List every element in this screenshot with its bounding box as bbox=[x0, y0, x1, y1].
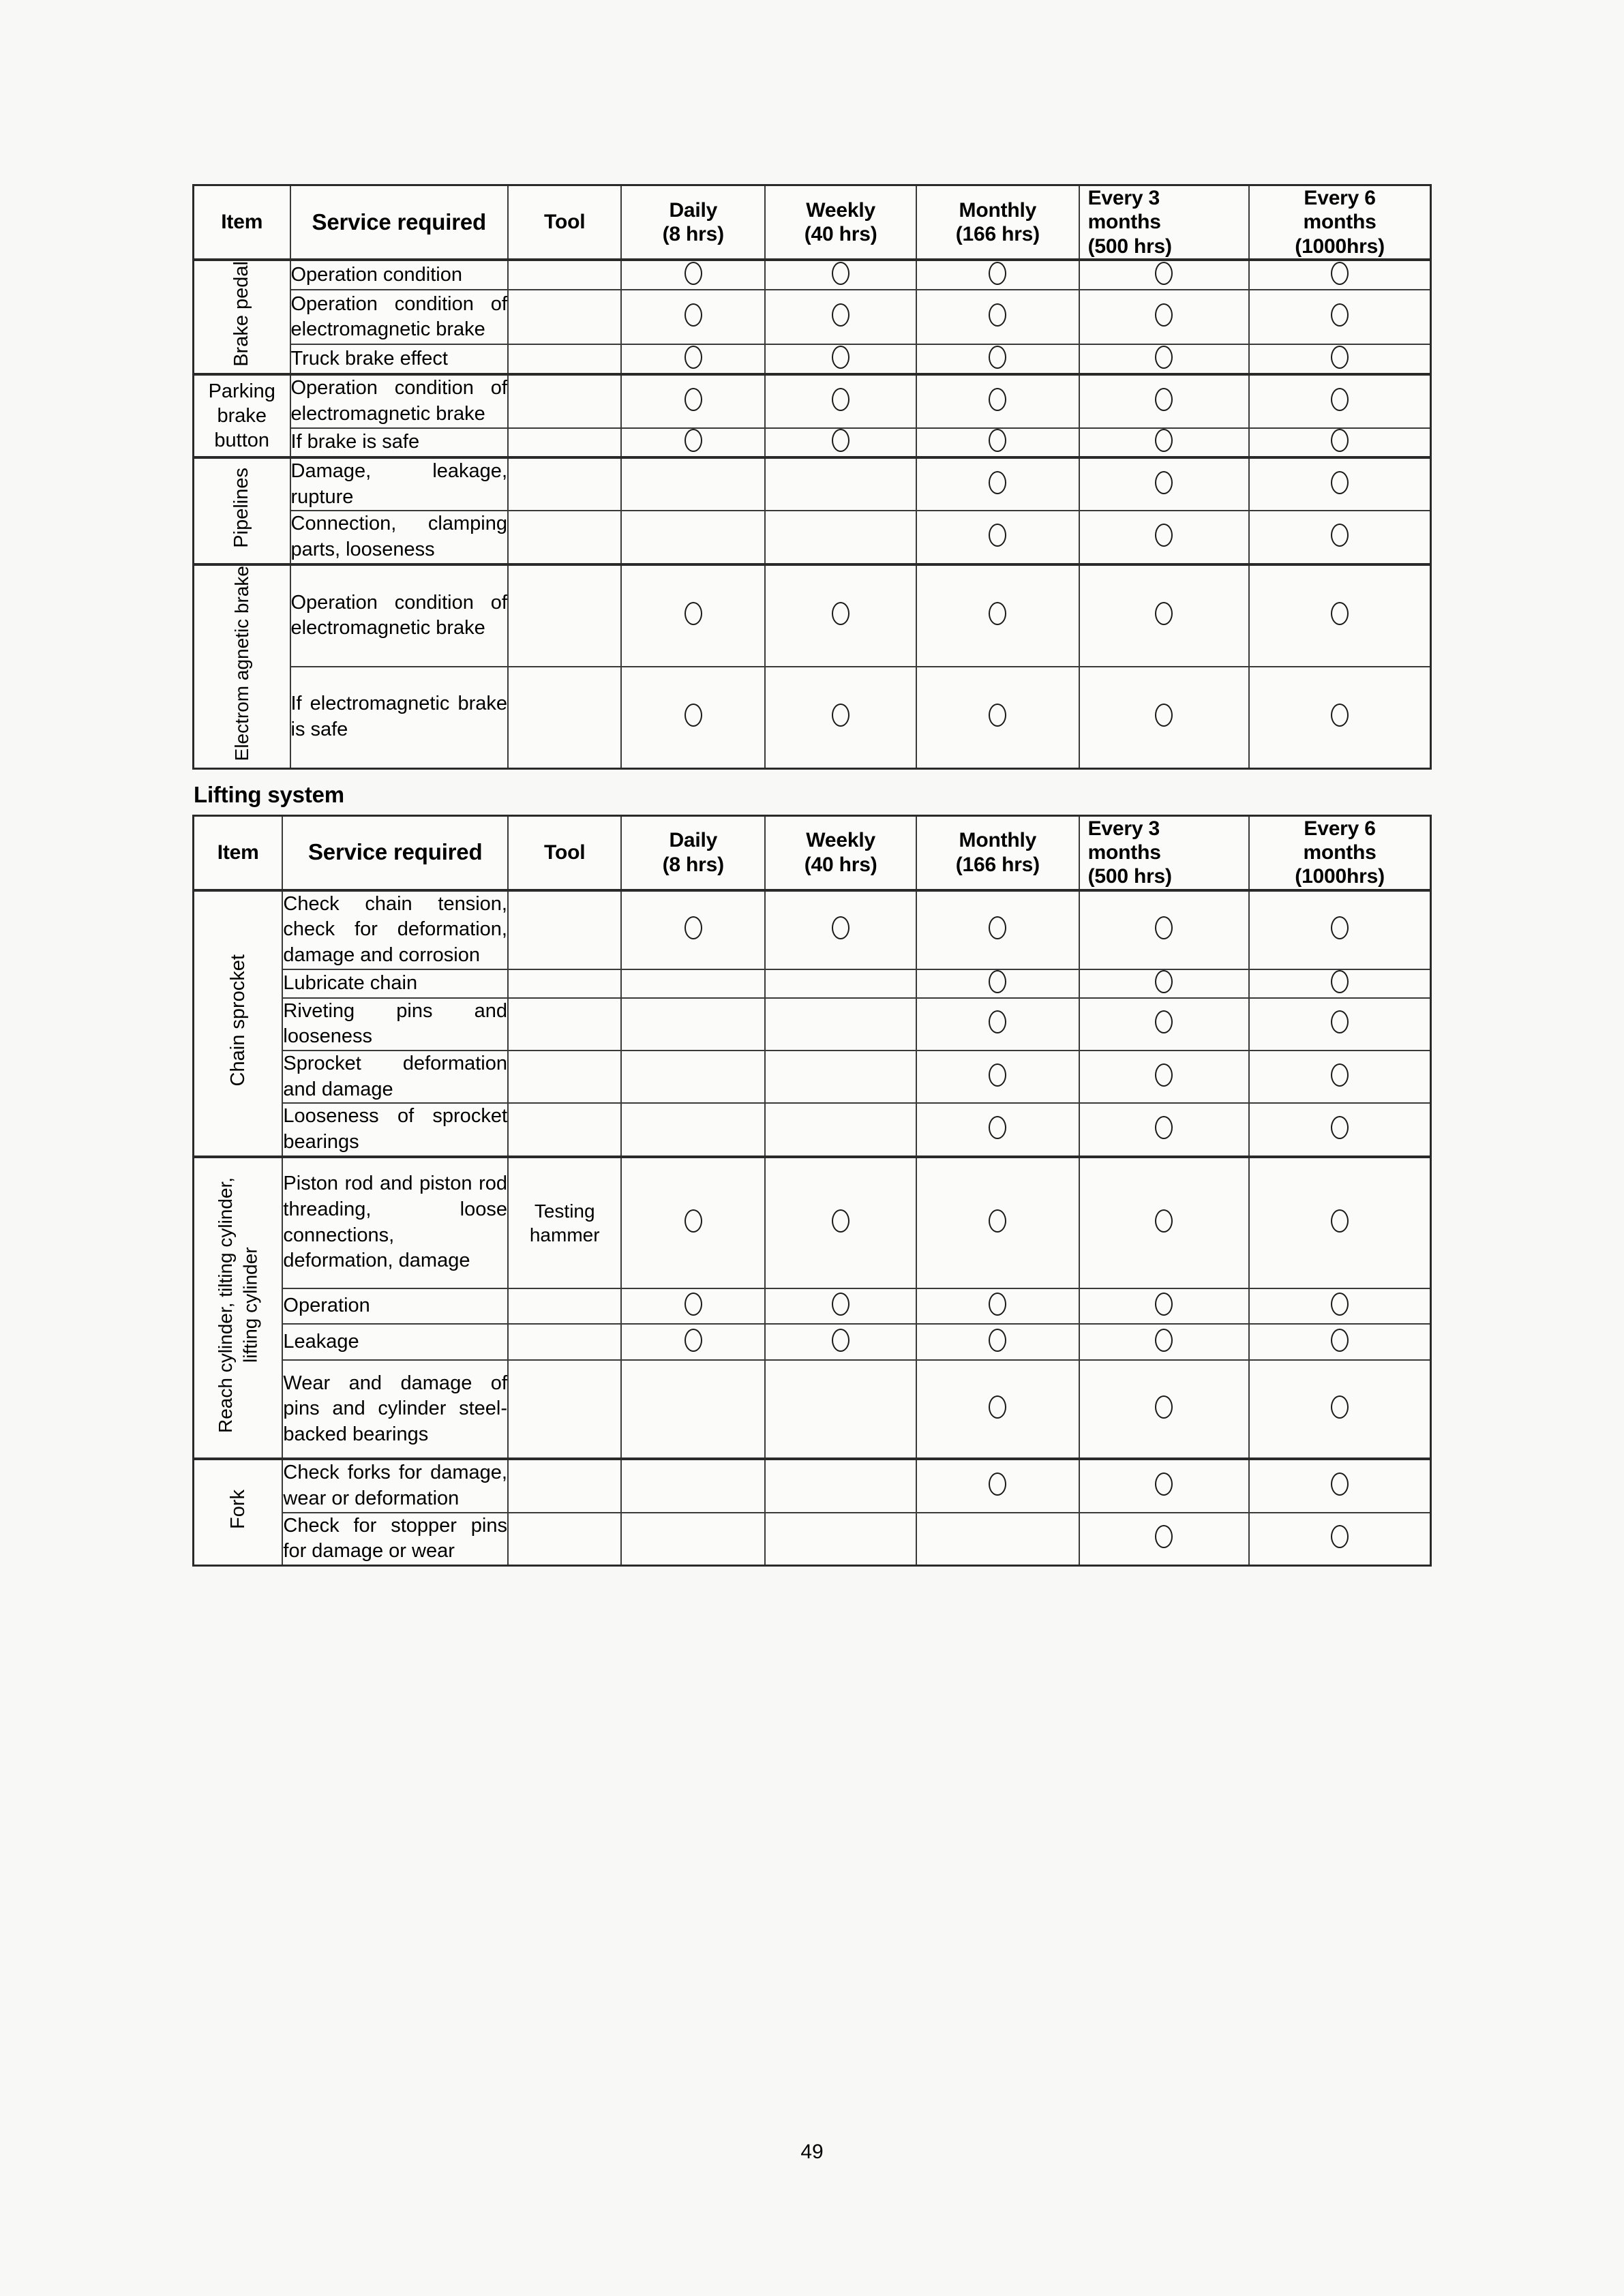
tool-cell bbox=[508, 457, 621, 511]
table-row bbox=[194, 564, 1431, 667]
interval-cell-every-6-months bbox=[1249, 1459, 1430, 1512]
circle-marker bbox=[1331, 1395, 1349, 1419]
tool-cell bbox=[508, 1324, 621, 1360]
service-required-cell: Operation condition of electromagnetic brake bbox=[290, 374, 509, 427]
tool-cell bbox=[508, 998, 621, 1051]
interval-cell-daily bbox=[621, 1103, 765, 1156]
circle-marker bbox=[1331, 346, 1349, 369]
tool-cell bbox=[508, 511, 621, 564]
interval-cell-daily bbox=[621, 1157, 765, 1288]
interval-cell-every-6-months bbox=[1249, 290, 1430, 344]
interval-cell-every-3-months bbox=[1079, 457, 1250, 511]
circle-marker bbox=[1155, 916, 1173, 939]
interval-cell-monthly bbox=[916, 511, 1079, 564]
interval-cell-every-6-months bbox=[1249, 998, 1430, 1051]
circle-marker bbox=[989, 262, 1006, 285]
table-row bbox=[194, 969, 1431, 998]
tool-cell bbox=[508, 260, 621, 290]
interval-cell-every-3-months bbox=[1079, 1459, 1250, 1512]
service-required-cell: Check chain tension, check for deformation, damage and corrosion bbox=[282, 890, 508, 969]
interval-cell-every-6-months bbox=[1249, 564, 1430, 667]
circle-marker bbox=[685, 1329, 702, 1352]
interval-cell-every-3-months bbox=[1079, 1103, 1250, 1156]
table-row bbox=[194, 890, 1431, 969]
circle-marker bbox=[1331, 524, 1349, 547]
table-header-row bbox=[194, 185, 1431, 260]
circle-marker bbox=[685, 602, 702, 625]
circle-marker bbox=[989, 388, 1006, 411]
circle-marker bbox=[989, 970, 1006, 993]
circle-marker bbox=[685, 346, 702, 369]
interval-cell-weekly bbox=[765, 1360, 916, 1460]
tool-cell bbox=[508, 1459, 621, 1512]
interval-cell-every-3-months bbox=[1079, 1157, 1250, 1288]
service-required-cell: Operation condition bbox=[290, 260, 509, 290]
service-required-cell: Wear and damage of pins and cylinder steel-backed bearings bbox=[282, 1360, 508, 1460]
circle-marker bbox=[989, 429, 1006, 452]
interval-cell-daily bbox=[621, 457, 765, 511]
item-group-label: Electrom agnetic brake bbox=[230, 565, 252, 761]
table-row bbox=[194, 290, 1431, 344]
tool-cell bbox=[508, 1360, 621, 1460]
interval-cell-every-3-months bbox=[1079, 969, 1250, 998]
interval-cell-weekly bbox=[765, 511, 916, 564]
circle-marker bbox=[989, 471, 1006, 494]
circle-marker bbox=[989, 303, 1006, 327]
interval-cell-daily bbox=[621, 374, 765, 427]
circle-marker bbox=[1155, 1395, 1173, 1419]
interval-cell-monthly bbox=[916, 1288, 1079, 1325]
circle-marker bbox=[989, 1010, 1006, 1033]
interval-cell-monthly bbox=[916, 667, 1079, 768]
interval-cell-every-3-months bbox=[1079, 1513, 1250, 1566]
interval-cell-every-6-months bbox=[1249, 511, 1430, 564]
circle-marker bbox=[685, 262, 702, 285]
interval-cell-monthly bbox=[916, 1157, 1079, 1288]
interval-cell-monthly bbox=[916, 428, 1079, 457]
circle-marker bbox=[1155, 1293, 1173, 1316]
col-header-weekly: Weekly (40 hrs) bbox=[765, 815, 916, 890]
item-group-label: Fork bbox=[226, 1490, 249, 1529]
circle-marker bbox=[1331, 262, 1349, 285]
circle-marker bbox=[1331, 602, 1349, 625]
item-group-label: brake bbox=[217, 405, 267, 427]
item-group-cell bbox=[194, 890, 283, 1157]
circle-marker bbox=[1331, 429, 1349, 452]
interval-cell-every-3-months bbox=[1079, 428, 1250, 457]
service-required-cell: If electromagnetic brake is safe bbox=[290, 667, 509, 768]
service-required-cell: Truck brake effect bbox=[290, 344, 509, 374]
interval-cell-monthly bbox=[916, 564, 1079, 667]
interval-cell-weekly bbox=[765, 344, 916, 374]
circle-marker bbox=[1155, 1209, 1173, 1233]
interval-cell-daily bbox=[621, 1324, 765, 1360]
tool-cell bbox=[508, 969, 621, 998]
interval-cell-weekly bbox=[765, 374, 916, 427]
interval-cell-every-3-months bbox=[1079, 344, 1250, 374]
col-header-weekly: Weekly (40 hrs) bbox=[765, 185, 916, 260]
interval-cell-every-6-months bbox=[1249, 1513, 1430, 1566]
circle-marker bbox=[989, 1063, 1006, 1087]
circle-marker bbox=[1155, 1063, 1173, 1087]
interval-cell-every-6-months bbox=[1249, 260, 1430, 290]
circle-marker bbox=[989, 346, 1006, 369]
interval-cell-daily bbox=[621, 1051, 765, 1103]
interval-cell-weekly bbox=[765, 428, 916, 457]
circle-marker bbox=[1155, 303, 1173, 327]
circle-marker bbox=[989, 704, 1006, 727]
interval-cell-daily bbox=[621, 260, 765, 290]
interval-cell-every-3-months bbox=[1079, 1288, 1250, 1325]
item-group-cell bbox=[194, 374, 290, 457]
circle-marker bbox=[832, 346, 849, 369]
circle-marker bbox=[685, 429, 702, 452]
item-group-label: Reach cylinder, tilting cylinder, lifting cylinder bbox=[214, 1177, 261, 1433]
circle-marker bbox=[989, 916, 1006, 939]
circle-marker bbox=[1155, 1116, 1173, 1139]
interval-cell-weekly bbox=[765, 1513, 916, 1566]
table-row bbox=[194, 1103, 1431, 1156]
circle-marker bbox=[1155, 1010, 1173, 1033]
item-group-label: button bbox=[214, 429, 270, 452]
col-header-service: Service required bbox=[282, 815, 508, 890]
item-group-label: Chain sprocket bbox=[226, 954, 249, 1087]
circle-marker bbox=[685, 704, 702, 727]
service-required-cell: Sprocket deformation and damage bbox=[282, 1051, 508, 1103]
service-required-cell: Operation condition of electromagnetic brake bbox=[290, 564, 509, 667]
circle-marker bbox=[1155, 1525, 1173, 1548]
interval-cell-monthly bbox=[916, 890, 1079, 969]
table-row bbox=[194, 344, 1431, 374]
interval-cell-monthly bbox=[916, 374, 1079, 427]
item-group-cell bbox=[194, 564, 290, 768]
col-header-every-6-months: Every 6 months (1000hrs) bbox=[1249, 815, 1430, 890]
interval-cell-every-6-months bbox=[1249, 457, 1430, 511]
col-header-item: Item bbox=[194, 185, 290, 260]
circle-marker bbox=[832, 388, 849, 411]
interval-cell-weekly bbox=[765, 1324, 916, 1360]
service-required-cell: Lubricate chain bbox=[282, 969, 508, 998]
col-header-service: Service required bbox=[290, 185, 509, 260]
circle-marker bbox=[832, 429, 849, 452]
interval-cell-every-6-months bbox=[1249, 890, 1430, 969]
page-number: 49 bbox=[800, 2141, 824, 2163]
circle-marker bbox=[989, 1329, 1006, 1352]
interval-cell-monthly bbox=[916, 998, 1079, 1051]
interval-cell-monthly bbox=[916, 1513, 1079, 1566]
circle-marker bbox=[1155, 262, 1173, 285]
interval-cell-every-6-months bbox=[1249, 344, 1430, 374]
table-header-row bbox=[194, 815, 1431, 890]
circle-marker bbox=[832, 602, 849, 625]
interval-cell-every-3-months bbox=[1079, 1324, 1250, 1360]
circle-marker bbox=[1331, 1209, 1349, 1233]
circle-marker bbox=[1155, 1472, 1173, 1496]
col-header-every-6-months: Every 6 months (1000hrs) bbox=[1249, 185, 1430, 260]
interval-cell-weekly bbox=[765, 1288, 916, 1325]
circle-marker bbox=[989, 1293, 1006, 1316]
tool-cell bbox=[508, 667, 621, 768]
interval-cell-every-3-months bbox=[1079, 998, 1250, 1051]
service-required-cell: Leakage bbox=[282, 1324, 508, 1360]
interval-cell-monthly bbox=[916, 1360, 1079, 1460]
interval-cell-monthly bbox=[916, 1459, 1079, 1512]
table-row bbox=[194, 1324, 1431, 1360]
tool-cell bbox=[508, 564, 621, 667]
interval-cell-every-6-months bbox=[1249, 667, 1430, 768]
interval-cell-daily bbox=[621, 1513, 765, 1566]
interval-cell-every-3-months bbox=[1079, 374, 1250, 427]
lifting-system-table-body bbox=[194, 890, 1431, 1566]
circle-marker bbox=[1331, 471, 1349, 494]
interval-cell-every-6-months bbox=[1249, 374, 1430, 427]
circle-marker bbox=[832, 916, 849, 939]
interval-cell-daily bbox=[621, 1288, 765, 1325]
circle-marker bbox=[832, 1209, 849, 1233]
circle-marker bbox=[1331, 1329, 1349, 1352]
service-required-cell: If brake is safe bbox=[290, 428, 509, 457]
interval-cell-monthly bbox=[916, 344, 1079, 374]
interval-cell-daily bbox=[621, 1459, 765, 1512]
interval-cell-weekly bbox=[765, 1157, 916, 1288]
table-row bbox=[194, 667, 1431, 768]
table-row bbox=[194, 374, 1431, 427]
circle-marker bbox=[989, 602, 1006, 625]
interval-cell-weekly bbox=[765, 260, 916, 290]
col-header-daily: Daily (8 hrs) bbox=[621, 815, 765, 890]
service-required-cell: Piston rod and piston rod threading, loose connections, deformation, damage bbox=[282, 1157, 508, 1288]
interval-cell-weekly bbox=[765, 969, 916, 998]
col-header-every-3-months: Every 3 months (500 hrs) bbox=[1079, 815, 1250, 890]
brake-system-table-body bbox=[194, 260, 1431, 768]
interval-cell-every-6-months bbox=[1249, 1288, 1430, 1325]
maintenance-sheet bbox=[192, 184, 1432, 1567]
interval-cell-every-3-months bbox=[1079, 564, 1250, 667]
section-heading-lifting-system: Lifting system bbox=[194, 781, 344, 807]
col-header-tool: Tool bbox=[508, 815, 621, 890]
service-required-cell: Looseness of sprocket bearings bbox=[282, 1103, 508, 1156]
interval-cell-weekly bbox=[765, 1051, 916, 1103]
table-row bbox=[194, 1288, 1431, 1325]
circle-marker bbox=[1331, 1525, 1349, 1548]
item-group-cell bbox=[194, 1459, 283, 1565]
circle-marker bbox=[685, 388, 702, 411]
circle-marker bbox=[832, 1293, 849, 1316]
tool-cell bbox=[508, 1288, 621, 1325]
circle-marker bbox=[1331, 388, 1349, 411]
table-row bbox=[194, 428, 1431, 457]
interval-cell-every-6-months bbox=[1249, 428, 1430, 457]
item-group-cell bbox=[194, 260, 290, 374]
service-required-cell: Connection, clamping parts, looseness bbox=[290, 511, 509, 564]
circle-marker bbox=[1155, 471, 1173, 494]
table-row bbox=[194, 457, 1431, 511]
service-required-cell: Check forks for damage, wear or deformation bbox=[282, 1459, 508, 1512]
table-row bbox=[194, 1459, 1431, 1512]
circle-marker bbox=[1155, 346, 1173, 369]
interval-cell-weekly bbox=[765, 1459, 916, 1512]
interval-cell-every-6-months bbox=[1249, 1324, 1430, 1360]
tool-cell bbox=[508, 290, 621, 344]
tool-cell: Testing hammer bbox=[508, 1157, 621, 1288]
interval-cell-weekly bbox=[765, 1103, 916, 1156]
interval-cell-weekly bbox=[765, 667, 916, 768]
interval-cell-monthly bbox=[916, 1103, 1079, 1156]
service-required-cell: Check for stopper pins for damage or wear bbox=[282, 1513, 508, 1566]
tool-cell bbox=[508, 1513, 621, 1566]
interval-cell-weekly bbox=[765, 564, 916, 667]
service-required-cell: Damage, leakage, rupture bbox=[290, 457, 509, 511]
interval-cell-every-3-months bbox=[1079, 667, 1250, 768]
interval-cell-every-3-months bbox=[1079, 260, 1250, 290]
col-header-item: Item bbox=[194, 815, 283, 890]
interval-cell-daily bbox=[621, 667, 765, 768]
interval-cell-daily bbox=[621, 428, 765, 457]
brake-system-table bbox=[192, 184, 1432, 770]
interval-cell-every-3-months bbox=[1079, 890, 1250, 969]
interval-cell-weekly bbox=[765, 998, 916, 1051]
interval-cell-monthly bbox=[916, 260, 1079, 290]
col-header-monthly: Monthly (166 hrs) bbox=[916, 815, 1079, 890]
item-group-label: Brake pedal bbox=[230, 261, 253, 367]
circle-marker bbox=[989, 524, 1006, 547]
col-header-daily: Daily (8 hrs) bbox=[621, 185, 765, 260]
interval-cell-every-3-months bbox=[1079, 1360, 1250, 1460]
circle-marker bbox=[685, 303, 702, 327]
circle-marker bbox=[1331, 1472, 1349, 1496]
interval-cell-daily bbox=[621, 344, 765, 374]
col-header-monthly: Monthly (166 hrs) bbox=[916, 185, 1079, 260]
table-row bbox=[194, 511, 1431, 564]
table-row bbox=[194, 260, 1431, 290]
interval-cell-every-6-months bbox=[1249, 1051, 1430, 1103]
circle-marker bbox=[1331, 970, 1349, 993]
service-required-cell: Riveting pins and looseness bbox=[282, 998, 508, 1051]
interval-cell-every-6-months bbox=[1249, 969, 1430, 998]
table-row bbox=[194, 1157, 1431, 1288]
circle-marker bbox=[685, 1293, 702, 1316]
interval-cell-monthly bbox=[916, 969, 1079, 998]
item-group-label: Pipelines bbox=[230, 467, 253, 548]
circle-marker bbox=[1155, 429, 1173, 452]
circle-marker bbox=[832, 704, 849, 727]
col-header-tool: Tool bbox=[508, 185, 621, 260]
tool-cell bbox=[508, 890, 621, 969]
col-header-every-3-months: Every 3 months (500 hrs) bbox=[1079, 185, 1250, 260]
tool-cell bbox=[508, 1103, 621, 1156]
item-group-label: Parking bbox=[208, 380, 275, 402]
circle-marker bbox=[685, 916, 702, 939]
table-row bbox=[194, 1051, 1431, 1103]
interval-cell-monthly bbox=[916, 457, 1079, 511]
interval-cell-daily bbox=[621, 998, 765, 1051]
circle-marker bbox=[1155, 388, 1173, 411]
tool-cell bbox=[508, 374, 621, 427]
item-group-cell bbox=[194, 457, 290, 564]
circle-marker bbox=[832, 1329, 849, 1352]
interval-cell-daily bbox=[621, 1360, 765, 1460]
interval-cell-daily bbox=[621, 890, 765, 969]
service-required-cell: Operation bbox=[282, 1288, 508, 1325]
circle-marker bbox=[989, 1472, 1006, 1496]
circle-marker bbox=[1155, 524, 1173, 547]
table-row bbox=[194, 1513, 1431, 1566]
circle-marker bbox=[1331, 704, 1349, 727]
interval-cell-daily bbox=[621, 969, 765, 998]
interval-cell-every-3-months bbox=[1079, 511, 1250, 564]
circle-marker bbox=[1331, 1116, 1349, 1139]
interval-cell-daily bbox=[621, 564, 765, 667]
interval-cell-every-3-months bbox=[1079, 1051, 1250, 1103]
tool-cell bbox=[508, 1051, 621, 1103]
circle-marker bbox=[685, 1209, 702, 1233]
circle-marker bbox=[1155, 1329, 1173, 1352]
interval-cell-weekly bbox=[765, 890, 916, 969]
interval-cell-monthly bbox=[916, 1324, 1079, 1360]
circle-marker bbox=[1155, 602, 1173, 625]
interval-cell-daily bbox=[621, 511, 765, 564]
tool-cell bbox=[508, 344, 621, 374]
circle-marker bbox=[989, 1116, 1006, 1139]
circle-marker bbox=[1155, 970, 1173, 993]
interval-cell-monthly bbox=[916, 1051, 1079, 1103]
interval-cell-weekly bbox=[765, 457, 916, 511]
circle-marker bbox=[989, 1209, 1006, 1233]
circle-marker bbox=[832, 262, 849, 285]
circle-marker bbox=[1331, 916, 1349, 939]
lifting-system-table bbox=[192, 815, 1432, 1567]
circle-marker bbox=[1331, 1063, 1349, 1087]
interval-cell-every-6-months bbox=[1249, 1360, 1430, 1460]
tool-cell bbox=[508, 428, 621, 457]
service-required-cell: Operation condition of electromagnetic brake bbox=[290, 290, 509, 344]
interval-cell-every-6-months bbox=[1249, 1157, 1430, 1288]
interval-cell-daily bbox=[621, 290, 765, 344]
interval-cell-weekly bbox=[765, 290, 916, 344]
interval-cell-monthly bbox=[916, 290, 1079, 344]
interval-cell-every-3-months bbox=[1079, 290, 1250, 344]
table-row bbox=[194, 998, 1431, 1051]
circle-marker bbox=[1155, 704, 1173, 727]
circle-marker bbox=[1331, 303, 1349, 327]
circle-marker bbox=[832, 303, 849, 327]
item-group-cell bbox=[194, 1157, 283, 1460]
circle-marker bbox=[989, 1395, 1006, 1419]
circle-marker bbox=[1331, 1010, 1349, 1033]
circle-marker bbox=[1331, 1293, 1349, 1316]
table-row bbox=[194, 1360, 1431, 1460]
interval-cell-every-6-months bbox=[1249, 1103, 1430, 1156]
